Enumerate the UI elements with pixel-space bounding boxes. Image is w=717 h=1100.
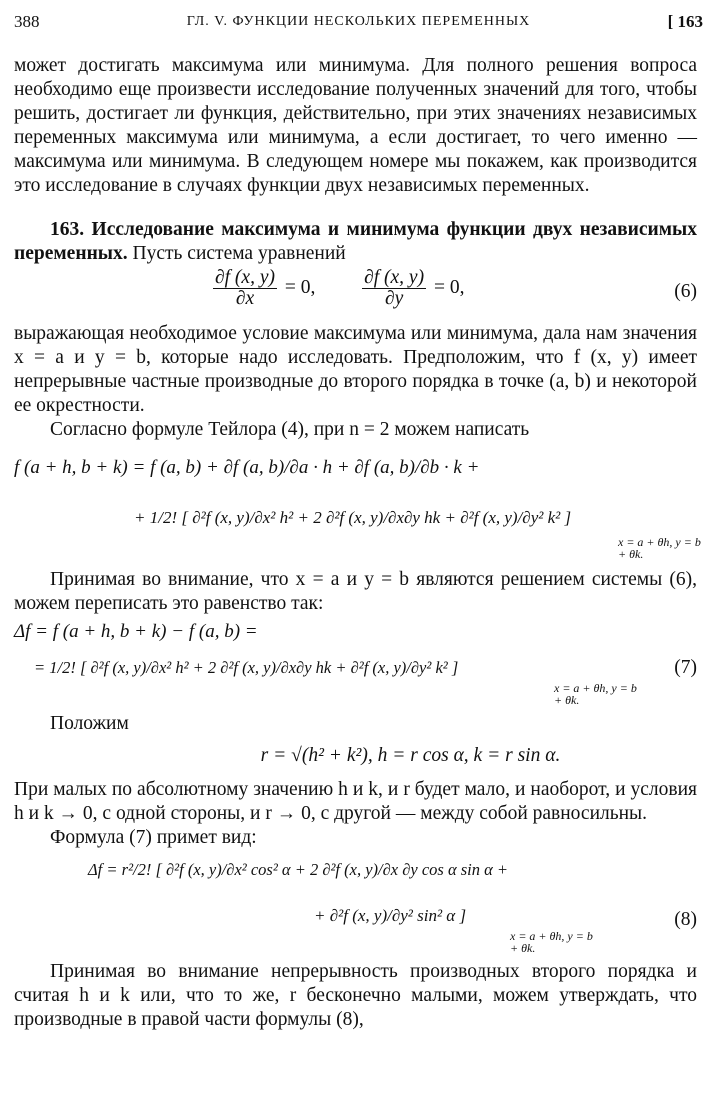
page-header (14, 12, 703, 40)
paragraph-5: Положим (50, 713, 129, 734)
taylor-line-1: f (a + h, b + k) = f (a, b) + ∂f (a, b)/∂a · h + ∂f (a, b)/∂b · k + (14, 457, 480, 478)
paragraph-1: может достигать максимума или минимума. Для полного решения вопроса необходимо еще произвести исследование полученных значений для того, чтобы решить, достигает ли функция, действительно, при этих значениях независимых переменных максимума или минимума, а если достигает, то чего именно — максимума или минимума. В следующем номере мы покажем, как производится это исследование в случаях функции двух независимых переменных. (14, 55, 697, 196)
eq7-subscript: x = a + θh, y = b + θk. (554, 681, 637, 707)
eq6-fraction-y: $\frac{\partial f (x, y)}{\partial y}$ (364, 267, 425, 309)
equation-7 (14, 616, 697, 708)
running-title: ГЛ. V. ФУНКЦИИ НЕСКОЛЬКИХ ПЕРЕМЕННЫХ (186, 14, 531, 29)
section-heading: 163. Исследование максимума и минимума функции двух независимых переменных. (14, 219, 697, 264)
eq6-fraction-x: $\frac{\partial f (x, y)}{\partial x}$ (215, 267, 275, 309)
eq8-line-2: + ∂²f (x, y)/∂y² sin² α ] (314, 906, 467, 925)
paragraph-2: выражающая необходимое условие максимума или минимума, дала нам значения x = a и y = b, которые надо исследовать. Предположим, что f (x, y) имеет непрерывные частные производные до второго порядка в точке (a, b) и некоторой ее окрестности. (14, 323, 697, 416)
equation-number-7: (7) (674, 657, 697, 678)
page-number: 388 (14, 12, 40, 31)
page-body (14, 54, 701, 1032)
equation-8 (14, 850, 697, 954)
polar-substitution: r = √(h² + k²), h = r cos α, k = r sin α. (260, 745, 561, 766)
section-marker: [ 163 (667, 12, 703, 31)
section-heading-paragraph (14, 218, 697, 266)
eq8-subscript: x = a + θh, y = b + θk. (510, 929, 593, 955)
taylor-line-2: + 1/2! [ ∂²f (x, y)/∂x² h² + 2 ∂²f (x, y)/∂x∂y hk + ∂²f (x, y)/∂y² k² ] (134, 508, 572, 527)
section-heading-tail: Пусть система уравнений (132, 243, 346, 264)
equation-number-8: (8) (674, 909, 697, 930)
eq6-rhs-2: = 0, (433, 276, 465, 298)
paragraph-4: Принимая во внимание, что x = a и y = b являются решением системы (6), можем переписать это равенство так: (14, 569, 697, 614)
paragraph-3: Согласно формуле Тейлора (4), при n = 2 можем написать (50, 419, 530, 440)
taylor-expansion (14, 448, 701, 566)
equation-number-6: (6) (674, 281, 697, 302)
paragraph-8: Принимая во внимание непрерывность производных второго порядка и считая h и k или, что то же, r бесконечно малыми, можем утверждать, что производные в правой части формулы (8), (14, 961, 697, 1030)
eq7-line-2: = 1/2! [ ∂²f (x, y)/∂x² h² + 2 ∂²f (x, y)/∂x∂y hk + ∂²f (x, y)/∂y² k² ] (34, 658, 459, 677)
equation-6 (14, 268, 697, 318)
paragraph-6: При малых по абсолютному значению h и k, и r будет мало, и наоборот, и условия h и k → 0, с одной стороны, и r → 0, с другой — между собой равносильны. (14, 779, 697, 824)
taylor-subscript: x = a + θh, y = b + θk. (618, 535, 701, 561)
eq7-line-1: Δf = f (a + h, b + k) − f (a, b) = (14, 621, 258, 642)
eq8-line-1: Δf = r²/2! [ ∂²f (x, y)/∂x² cos² α + 2 ∂²f (x, y)/∂x ∂y cos α sin α + (88, 860, 509, 879)
eq6-rhs-1: = 0, (284, 276, 316, 298)
paragraph-7: Формула (7) примет вид: (50, 827, 257, 848)
